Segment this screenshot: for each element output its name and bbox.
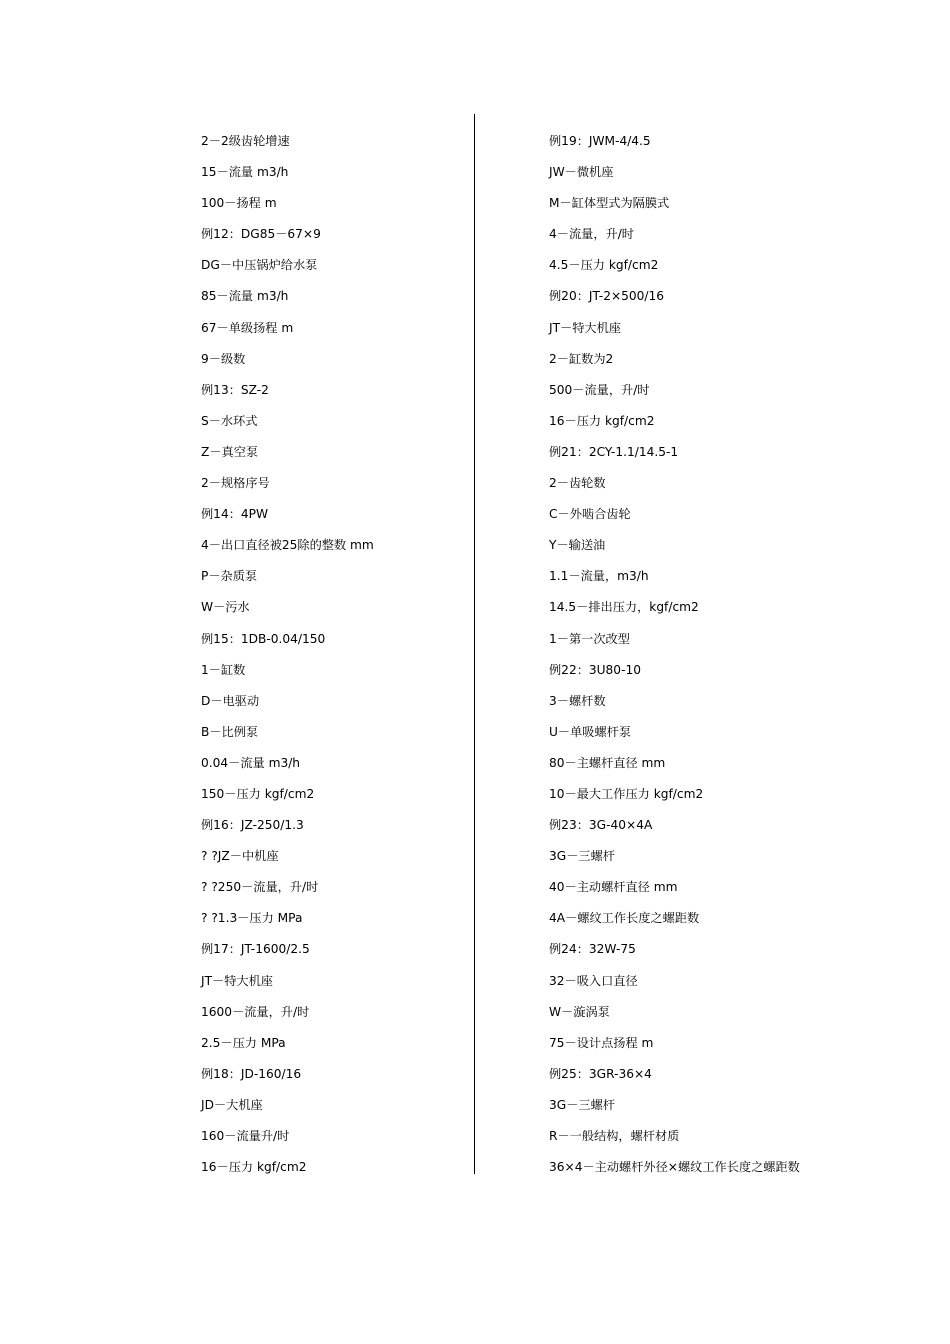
text-line: R－一般结构，螺杆材质 [549, 1129, 680, 1143]
text-line: 75－设计点扬程 m [549, 1035, 654, 1050]
text-line: 40－主动螺杆直径 mm [549, 880, 678, 895]
text-line: 1－第一次改型 [549, 631, 630, 646]
text-line: ? ?1.3－压力 MPa [201, 911, 303, 926]
text-line: 例20：JT-2×500/16 [549, 289, 665, 304]
text-line: 36×4－主动螺杆外径×螺纹工作长度之螺距数 [549, 1160, 800, 1175]
text-line: 4A－螺纹工作长度之螺距数 [549, 911, 700, 926]
text-line: C－外啮合齿轮 [549, 507, 631, 522]
text-line: 例16：JZ-250/1.3 [201, 818, 304, 833]
column-divider [474, 114, 475, 1174]
text-line: 500－流量，升/时 [549, 382, 650, 397]
text-line: Y－输送油 [549, 538, 606, 553]
text-line: JT－特大机座 [201, 973, 273, 988]
text-line: 4－流量，升/时 [549, 227, 634, 242]
text-line: 2.5－压力 MPa [201, 1035, 286, 1050]
text-line: 1600－流量，升/时 [201, 1004, 310, 1019]
text-line: JW－微机座 [549, 165, 614, 180]
text-line: W－漩涡泵 [549, 1004, 610, 1019]
text-line: 1.1－流量，m3/h [549, 569, 649, 584]
text-line: 例23：3G-40×4A [549, 818, 653, 833]
text-line: 4－出口直径被25除的整数 mm [201, 538, 374, 553]
right-column [549, 130, 879, 1187]
text-line: 100－扬程 m [201, 196, 277, 211]
text-line: 16－压力 kgf/cm2 [549, 413, 655, 428]
text-line: JT－特大机座 [549, 320, 621, 335]
text-line: 2－缸数为2 [549, 351, 614, 366]
text-line: 85－流量 m3/h [201, 289, 289, 304]
text-line: B－比例泵 [201, 724, 259, 739]
text-line: 150－压力 kgf/cm2 [201, 786, 315, 801]
text-line: 例22：3U80-10 [549, 662, 641, 677]
left-column [201, 130, 466, 1187]
text-line: 例18：JD-160/16 [201, 1066, 302, 1081]
text-line: 16－压力 kgf/cm2 [201, 1160, 307, 1175]
text-line: 例15：1DB-0.04/150 [201, 631, 326, 646]
text-line: 3－螺杆数 [549, 693, 606, 708]
text-line: 4.5－压力 kgf/cm2 [549, 258, 659, 273]
text-line: 67－单级扬程 m [201, 320, 294, 335]
text-line: ? ?JZ－中机座 [201, 849, 279, 864]
text-line: 10－最大工作压力 kgf/cm2 [549, 786, 704, 801]
text-line: 2－规格序号 [201, 476, 270, 491]
text-line: 160－流量升/时 [201, 1129, 290, 1143]
text-line: 80－主螺杆直径 mm [549, 755, 666, 770]
text-line: 9－级数 [201, 351, 246, 366]
text-line: P－杂质泵 [201, 569, 258, 584]
text-line: 例14：4PW [201, 507, 269, 522]
text-line: 14.5－排出压力，kgf/cm2 [549, 600, 699, 615]
text-line: U－单吸螺杆泵 [549, 724, 632, 739]
text-line: W－污水 [201, 600, 250, 615]
text-line: 例21：2CY-1.1/14.5-1 [549, 444, 679, 459]
text-line: JD－大机座 [201, 1097, 263, 1112]
text-line: 2－2级齿轮增速 [201, 134, 290, 148]
text-line: 32－吸入口直径 [549, 973, 638, 988]
text-line: 例25：3GR-36×4 [549, 1066, 652, 1081]
text-line: S－水环式 [201, 413, 258, 428]
text-line: 例24：32W-75 [549, 942, 636, 957]
text-line: Z－真空泵 [201, 444, 259, 459]
text-line: 2－齿轮数 [549, 476, 606, 491]
text-line: 1－缸数 [201, 662, 246, 677]
text-line: 例12：DG85－67×9 [201, 227, 321, 242]
text-line: 3G－三螺杆 [549, 849, 615, 864]
text-line: ? ?250－流量，升/时 [201, 880, 319, 895]
text-line: 例13：SZ-2 [201, 382, 269, 397]
text-line: M－缸体型式为隔膜式 [549, 196, 670, 211]
text-line: 例17：JT-1600/2.5 [201, 942, 310, 957]
text-line: 例19：JWM-4/4.5 [549, 134, 651, 148]
text-line: D－电驱动 [201, 693, 260, 708]
text-line: 0.04－流量 m3/h [201, 755, 301, 770]
text-line: 3G－三螺杆 [549, 1097, 615, 1112]
text-line: DG－中压锅炉给水泵 [201, 258, 318, 273]
text-line: 15－流量 m3/h [201, 165, 289, 180]
